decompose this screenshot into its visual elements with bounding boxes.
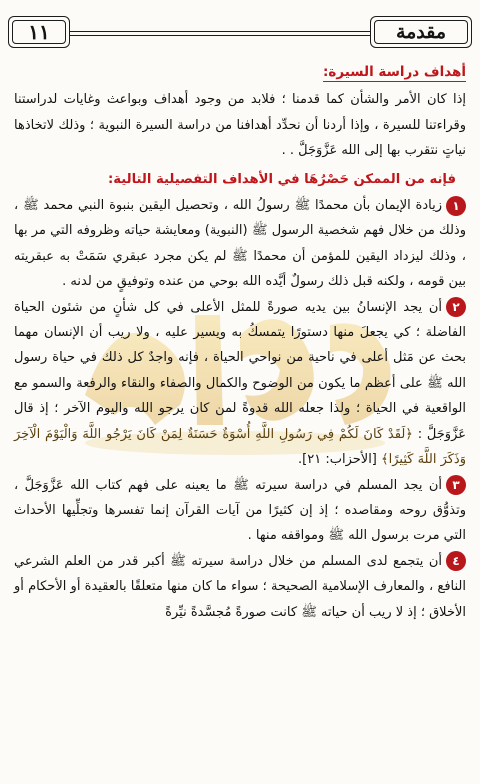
item-number-badge: ٣ (446, 475, 466, 495)
goal-text: أن يتجمع لدى المسلم من خلال دراسة سيرته ﷺ أكبر قدر من العلم الشرعي النافع ، والمعارف الإسلامية الصحيحة ؛ سواء ما كان منها متعلقًا بالعقيدة أو الأحكام أو الأخلاق ؛ إذ لا ريب أن حياته ﷺ كانت صورةً مُجسَّدةً نيِّرةً (14, 553, 466, 620)
goal-item-2 (14, 295, 466, 473)
item-number-badge: ٢ (446, 297, 466, 317)
subsection-heading: فإنه من الممكن حَصْرُهَا في الأهداف التفصيلية التالية: (107, 171, 456, 187)
page-body (14, 60, 466, 625)
goal-text: أن يجد الإنسانُ بين يديه صورةً للمثل الأعلى في كل شأنٍ من شئون الحياة الفاضلة ؛ كي يجعلَ منها دستورًا يتمسكُ به ويسير عليه ، ولا ريب أن الإنسان مهما بحث عن مَثل أعلى في ناحية من نواحي الحياة ، فإنه واجدٌ كل ذلك في حياة رسول الله ﷺ على أعظم ما يكون من الوضوح والكمال والصفاء والنقاء والرفعة والسمو مع الواقعية في الحياة ؛ ولذا جعله الله قدوةً لمن كان يرجو الله واليوم الآخر ؛ إذ قال عَزَّوَجَلَّ : (14, 299, 467, 442)
goal-text: أن يجد المسلم في دراسة سيرته ﷺ ما يعينه على فهم كتاب الله عَزَّوَجَلَّ ، وتذوُّق روحه ومقاصده ؛ إذ إن كثيرًا من آيات القرآن إنما تفسرها وتجلِّيها الأحداث التي مرت برسول الله ﷺ ومواقفه منها . (14, 477, 466, 544)
goal-item-1 (14, 193, 466, 295)
intro-paragraph: إذا كان الأمر والشأن كما قدمنا ؛ فلابد من وجود أهداف وبواعث وغايات لدراستنا وقراءتنا للسيرة ، وإذا أردنا أن نحدِّد أهدافنا من دراسة السيرة النبوية ؛ وذلك لاتخاذها نياتٍ نتقرب بها إلى الله عَزَّوَجَلَّ . . (14, 92, 466, 159)
page-number: ١١ (8, 16, 70, 48)
goal-item-4 (14, 549, 466, 625)
quran-quote: ﴿لَقَدْ كَانَ لَكُمْ فِي رَسُولِ اللَّهِ أُسْوَةٌ حَسَنَةٌ لِمَنْ كَانَ يَرْجُو اللَّهَ وَالْيَوْمَ الْآخِرَ وَذَكَرَ اللَّهَ كَثِيرًا﴾ (14, 426, 466, 468)
chapter-title: مقدمة (370, 16, 472, 48)
goal-item-3 (14, 473, 466, 549)
page-header (8, 14, 472, 50)
item-number-badge: ٤ (446, 551, 466, 571)
goal-text: زيادة الإيمان بأن محمدًا ﷺ رسولُ الله ، وتحصيل اليقين بنبوة النبي محمد ﷺ ، وذلك من خلال فهم شخصية الرسول ﷺ (النبوية) ومعايشة حياته وظروفه التي مر بها ، وذلك ليزداد اليقين للمؤمن أن محمدًا ﷺ لم يكن مجرد عبقري سَمَتْ به عبقريته بين قومه ، ولكنه قبل ذلك رسولٌ أيَّده الله بوحي من عنده وتوفيقٍ من لدنه . (14, 198, 466, 290)
header-rule-thin (70, 35, 370, 36)
header-rule (70, 31, 370, 32)
item-number-badge: ١ (446, 196, 466, 216)
section-heading: أهداف دراسة السيرة: (323, 64, 466, 80)
quote-reference: [الأحزاب: ٢١]. (298, 452, 377, 468)
